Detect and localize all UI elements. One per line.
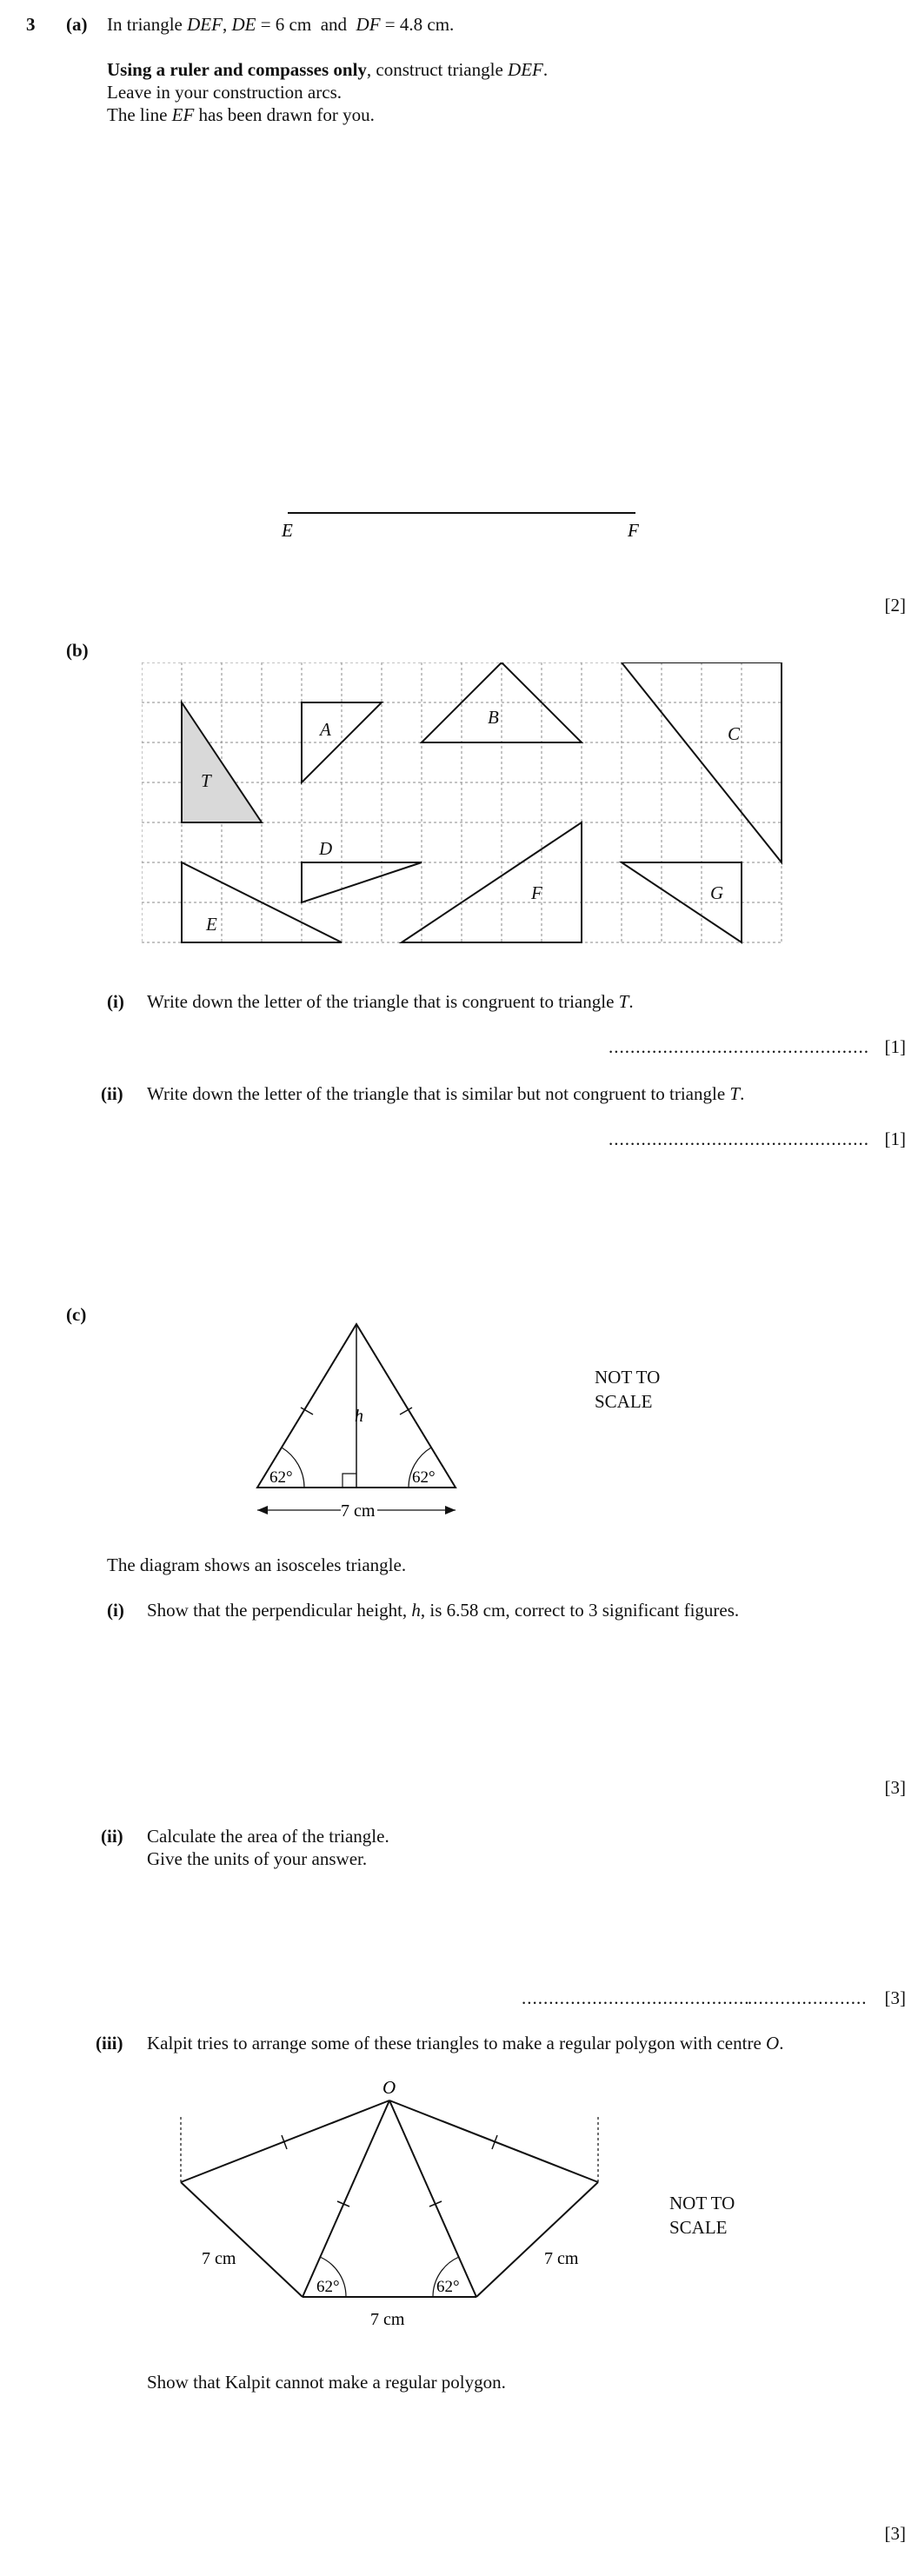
part-c-iii-mark: [3] [884,2523,906,2544]
part-c-label: (c) [66,1304,87,1325]
label-e: E [206,914,217,935]
right-side-label: 7 cm [544,2249,579,2268]
not-to-scale-2: NOT TO SCALE [669,2193,735,2238]
isosceles-triangle-diagram [243,1317,487,1526]
part-c-ii-units-line[interactable]: ...................... [748,1987,868,2008]
right-angle-mark [343,1474,356,1488]
point-e-label: E [282,520,293,541]
label-t: T [201,770,211,791]
left-side-label: 7 cm [202,2249,236,2268]
construction-area[interactable] [0,487,918,548]
label-a: A [320,719,331,740]
part-c-ii-line2: Give the units of your answer. [147,1848,368,1869]
label-g: G [710,882,724,903]
not-to-scale-1: NOT TO SCALE [595,1367,661,1412]
part-b-q2-mark: [1] [884,1128,906,1149]
part-b-label: (b) [66,640,89,661]
part-a-label: (a) [66,14,88,35]
part-a-mark: [2] [884,595,906,616]
part-c-i: (i) Show that the perpendicular height, h, is 6.58 cm, correct to 3 significant figures. [107,1600,740,1621]
triangle-grid [142,662,785,946]
point-f-label: F [628,520,639,541]
triangle-a [302,702,382,782]
part-c-i-mark: [3] [884,1777,906,1798]
part-c-iii: (iii) Kalpit tries to arrange some of these triangles to make a regular polygon with centre O. [96,2033,784,2053]
part-b-q2: (ii) Write down the letter of the triangle that is similar but not congruent to triangle T. [101,1083,745,1104]
o-label: O [382,2077,396,2098]
angle-right-label: 62° [412,1468,436,1487]
part-c-ii: (ii) Calculate the area of the triangle. [101,1826,389,1847]
angle-right-label: 62° [436,2278,460,2296]
edge-left-outer-side [181,2182,303,2297]
part-a-instruction: Using a ruler and compasses only, construct triangle DEF. [107,59,549,80]
question-number: 3 [26,14,36,35]
part-a-instruction-line3: The line EF has been drawn for you. [107,104,375,125]
polygon-diagram [156,2062,626,2349]
part-b-q1-answer-line[interactable]: ................................................ [609,1036,869,1057]
h-label: h [355,1407,363,1426]
edge-right-outer-side [476,2182,598,2297]
part-b-q1: (i) Write down the letter of the triangle that is congruent to triangle T. [107,991,634,1012]
part-c-iii-show: Show that Kalpit cannot make a regular polygon. [147,2372,506,2393]
label-d: D [319,838,333,859]
base-length-label: 7 cm [341,1501,376,1521]
part-c-ii-answer-line[interactable]: .......................................... [522,1987,750,2008]
part-a-intro: In triangle DEF, DE = 6 cm and DF = 4.8 cm. [107,14,455,35]
arrow-right [445,1506,456,1514]
angle-left-label: 62° [316,2278,340,2296]
angle-left-label: 62° [269,1468,293,1487]
triangle-f [402,822,582,942]
part-c-intro: The diagram shows an isosceles triangle. [107,1554,407,1575]
triangle-d [302,862,422,902]
part-c-ii-mark: [3] [884,1987,906,2008]
label-c: C [728,723,741,744]
part-a-instruction-line2: Leave in your construction arcs. [107,82,342,103]
label-b: B [488,707,499,728]
triangle-c [622,662,782,862]
base-label: 7 cm [370,2310,405,2329]
part-b-q2-answer-line[interactable]: ................................................ [609,1128,869,1149]
arrow-left [257,1506,268,1514]
label-f: F [531,882,542,903]
part-b-q1-mark: [1] [884,1036,906,1057]
